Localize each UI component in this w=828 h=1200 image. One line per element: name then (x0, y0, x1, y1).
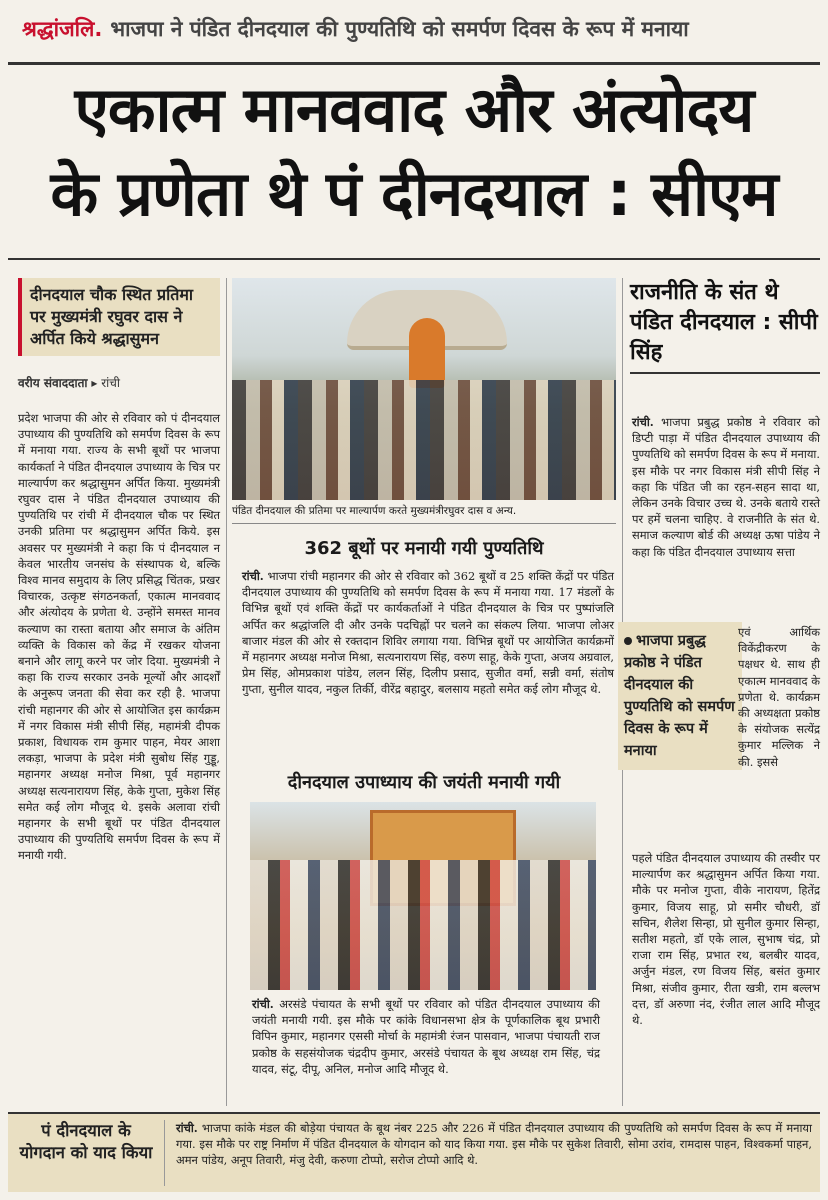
right-article-part-2: एवं आर्थिक विकेंद्रीकरण के पक्षधर थे. साथ ही एकात्म मानववाद के प्रणेता थे. कार्यक्रम की अध्यक्षता प्रकोष्ठ के संयोजक सत्येंद्र कुमार मल्लिक ने की. इससे (738, 625, 820, 769)
left-column (18, 278, 220, 863)
cm-tribute-photo (232, 278, 616, 500)
booth-article (242, 568, 614, 698)
left-article-body: प्रदेश भाजपा की ओर से रविवार को पं दीनदयाल उपाध्याय की पुण्यतिथि को समर्पण दिवस के रूप में मनाया गया. राज्य के सभी बूथों पर भाजपा कार्यकर्ता ने पंडित दीनदयाल उपाध्याय के चित्र पर माल्यार्पण कर श्रद्धासुमन अर्पित किया. मुख्यमंत्री रघुवर दास ने पंडित दीनदयाल उपाध्याय की पुण्यतिथि पर रांची में दीनदयाल चौक पर स्थित उनकी प्रतिमा पर श्रद्धासुमन अर्पित किये. इस अवसर पर मुख्यमंत्री ने कहा कि पं दीनदयाल न केवल भारतीय जनसंघ के संस्थापक थे, बल्कि विश्व मानव समुदाय के लिए प्रसिद्ध चिंतक, प्रखर विचारक, उत्कृष्ट संगठनकर्ता, एकात्म मानववाद और अंत्योदय के प्रणेता थे. उन्होंने समस्त मानव कल्याण का रास्ता बताया और समाज के अंतिम व्यक्ति के विकास को केंद्र में रखकर योजना बनाने और लागू करने पर जोर दिया. मुख्यमंत्री ने कहा कि राज्य सरकार उनके मूल्यों और आदर्शों के अनुरूप जनता की सेवा कर रही है. भाजपा रांची महानगर की ओर से आयोजित इस कार्यक्रम में नगर विकास मंत्री सीपी सिंह, महामंत्री दीपक प्रकाश, विधायक राम कुमार पाहन, मेयर आशा लकड़ा, भाजपा के प्रदेश मंत्री सुबोध सिंह गुड्डू, महानगर अध्यक्ष मनोज मिश्रा, पूर्व महानगर अध्यक्ष सत्यनारायण सिंह, केके गुप्ता, मुकेश सिंह समेत कई लोग मौजूद थे. इसके अलावा रांची महानगर के सभी बूथों पर पंडित दीनदयाल उपाध्याय की पुण्यतिथि समर्पण दिवस के रूप में मनायी गयी. (18, 411, 220, 863)
byline-place: रांची (101, 376, 120, 390)
headline (0, 68, 828, 236)
jayanti-photo (250, 802, 596, 990)
pull-quote (618, 622, 742, 770)
top-rule (8, 62, 820, 65)
crowd-shape (232, 380, 616, 500)
kicker-tag: श्रद्धांजलि. (22, 17, 103, 41)
right-article-part-1 (632, 414, 820, 560)
footer-article-place: रांची. (176, 1121, 198, 1135)
right-column (630, 278, 820, 374)
footer-article (176, 1120, 812, 1169)
booth-article-place: रांची. (242, 569, 264, 583)
headline-line-1: एकात्म मानववाद और अंत्योदय (74, 73, 754, 146)
kicker-text: भाजपा ने पंडित दीनदयाल की पुण्यतिथि को समर्पण दिवस के रूप में मनाया (110, 17, 689, 41)
jayanti-article-place: रांची. (252, 997, 274, 1011)
byline-separator: ▸ (91, 376, 102, 390)
byline (18, 374, 220, 391)
bullet-icon (624, 637, 632, 645)
right-heading: राजनीति के संत थे पंडित दीनदयाल : सीपी सिंह (630, 278, 820, 374)
booth-article-text: भाजपा रांची महानगर की ओर से रविवार को 362 बूथों व 25 शक्ति केंद्रों पर पंडित दीनदयाल उपाध्याय की पुण्यतिथि को समर्पण दिवस के रूप में मनाया गया. 17 मंडलों के विभिन्न बूथों एवं शक्ति केंद्रों पर कार्यकर्ताओं ने पंडित दीनदयाल के चित्र पर पुष्पांजलि अर्पित कर श्रद्धांजलि दी और उनके पदचिह्नों पर चलने का संकल्प लिया. भाजपा लोअर बाजार मंडल की ओर से रक्तदान शिविर लगाया गया. विभिन्न बूथों पर आयोजित कार्यक्रमों में महानगर अध्यक्ष मनोज मिश्रा, सत्यनारायण सिंह, वरुण साहू, केके गुप्ता, अजय अग्रवाल, प्रेम सिंह, ओमप्रकाश पांडेय, ललन सिंह, दिलीप प्रसाद, सुजीत वर्मा, सन्नी वर्मा, संतोष गुप्ता, सुनील यादव, नकुल तिर्की, वीरेंद्र बहादुर, बलसाय महतो समेत कई लोग मौजूद थे. (242, 569, 614, 697)
left-subhead: दीनदयाल चौक स्थित प्रतिमा पर मुख्यमंत्री रघुवर दास ने अर्पित किये श्रद्धासुमन (18, 278, 220, 356)
byline-name: वरीय संवाददाता (18, 376, 88, 390)
photo-caption: पंडित दीनदयाल की प्रतिमा पर माल्यार्पण करते मुख्यमंत्रीरघुवर दास व अन्य. (232, 503, 616, 524)
footer-box (8, 1112, 820, 1192)
footer-article-text: भाजपा कांके मंडल की बोड़ेया पंचायत के बूथ नंबर 225 और 226 में पंडित दीनदयाल उपाध्याय की पुण्यतिथि को समर्पण दिवस के रूप में मनाया गया. इस मौके पर राष्ट्र निर्माण में पंडित दीनदयाल के योगदान को याद किया गया. इस मौके पर सुकेश तिवारी, सोमा उरांव, रामदास पाहन, विश्वकर्मा पाहन, अमन पांडेय, अनूप तिवारी, मंजु देवी, करुणा टोप्पो, सरोज टोप्पो आदि थे. (176, 1121, 812, 1168)
column-divider-left (226, 278, 227, 1106)
jayanti-article-text: अरसंडे पंचायत के सभी बूथों पर रविवार को पंडित दीनदयाल उपाध्याय की जयंती मनायी गयी. इस मौके पर कांके विधानसभा क्षेत्र के पूर्णकालिक बूथ प्रभारी विपिन कुमार, महानगर एससी मोर्चा के महामंत्री रंजन पासवान, भाजपा पंचायती राज प्रकोष्ठ के सहसंयोजक चंद्रदीप कुमार, अरसंडे पंचायत के बूथ अध्यक्ष राम सिंह, चंद्र यादव, संटू, दीपू, अनिल, मनोज आदि मौजूद थे. (252, 997, 600, 1076)
statue-shape (409, 318, 445, 388)
headline-line-2: के प्रणेता थे पं दीनदयाल : सीएम (50, 157, 778, 230)
jayanti-headline: दीनदयाल उपाध्याय की जयंती मनायी गयी (287, 772, 561, 793)
pull-quote-text: भाजपा प्रबुद्ध प्रकोष्ठ ने पंडित दीनदयाल की पुण्यतिथि को समर्पण दिवस के रूप में मनाया (624, 633, 735, 759)
jayanti-article (252, 996, 600, 1077)
booth-headline: 362 बूथों पर मनायी गयी पुण्यतिथि (304, 538, 544, 559)
footer-divider (164, 1120, 165, 1186)
kicker (0, 0, 828, 58)
group-shape (250, 860, 596, 990)
headline-rule (8, 258, 820, 260)
right-article-place: रांची. (632, 415, 654, 429)
right-article-text-1: भाजपा प्रबुद्ध प्रकोष्ठ ने रविवार को डिप्टी पाड़ा में पंडित दीनदयाल उपाध्याय की पुण्यतिथि को समर्पण दिवस के रूप में मनाया. इस मौके पर नगर विकास मंत्री सीपी सिंह ने कहा कि पंडित जी का रहन-सहन सादा था, लेकिन उनके विचार उच्च थे. उनके बताये रास्ते पर हमें चलना चाहिए. वे राजनीति के संत थे. समाज कल्याण बोर्ड की अध्यक्ष ऊषा पांडेय ने कहा कि पंडित दीनदयाल उपाध्याय सत्ता (632, 415, 820, 559)
footer-title: पं दीनदयाल के योगदान को याद किया (19, 1121, 153, 1162)
right-article-part-3: पहले पंडित दीनदयाल उपाध्याय की तस्वीर पर माल्यार्पण कर श्रद्धासुमन अर्पित किया गया. मौके पर मनोज गुप्ता, वीके नारायण, हितेंद्र कुमार, विजय साहू, प्रो समीर चौधरी, डॉ सचिन, शैलेश सिन्हा, प्रो सुनील कुमार सिन्हा, सतीश महतो, डॉ एके लाल, सुभाष चंद्र, प्रो राजा राम सिंह, प्रभात रथ, बलबीर यादव, अर्जुन मंडल, रण विजय सिंह, बसंत कुमार मिश्रा, संजीव कुमार, रीता खत्री, राम बल्लभ दत्त, डॉ अरुणा नंद, रंजीत लाल आदि मौजूद थे. (632, 851, 820, 1028)
